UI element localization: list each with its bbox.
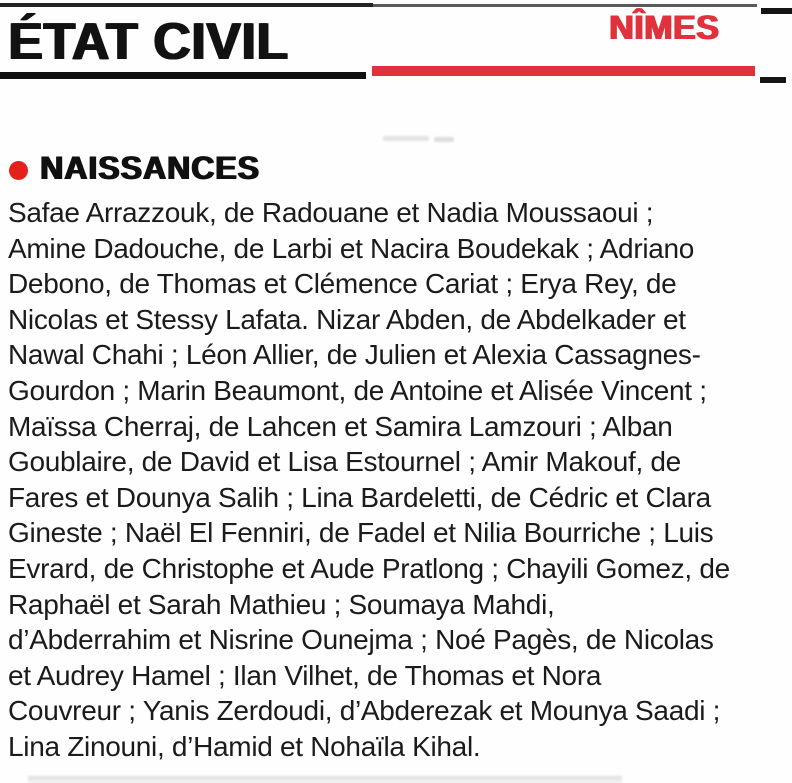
text-line: Amine Dadouche, de Larbi et Nacira Boudekak ; Adriano	[8, 232, 695, 264]
text-line: Raphaël et Sarah Mathieu ; Soumaya Mahdi,	[8, 588, 555, 620]
births-paragraph	[8, 195, 786, 765]
text-line: Fares et Dounya Salih ; Lina Bardeletti, de Cédric et Clara	[8, 481, 711, 513]
text-line: Gineste ; Naël El Fenniri, de Fadel et Nilia Bourriche ; Luis	[8, 517, 714, 549]
text-line: Gourdon ; Marin Beaumont, de Antoine et Alisée Vincent ;	[8, 374, 707, 406]
text-line: Evrard, de Christophe et Aude Pratlong ; Chayili Gomez, de	[8, 552, 730, 584]
top-rule-right	[373, 4, 757, 7]
city-label: NÎMES	[609, 9, 720, 47]
text-line: Debono, de Thomas et Clémence Cariat ; Erya Rey, de	[8, 268, 677, 300]
city-underline-red-bar	[372, 66, 755, 76]
text-line: et Audrey Hamel ; Ilan Vilhet, de Thomas et Nora	[8, 659, 602, 691]
page-title: ÉTAT CIVIL	[8, 13, 289, 71]
title-underline	[0, 72, 366, 79]
top-right-dash	[761, 8, 792, 14]
scan-smudge	[434, 137, 454, 142]
red-bullet-icon	[9, 161, 28, 180]
text-line: Lina Zinouni, d’Hamid et Nohaïla Kihal.	[8, 730, 481, 762]
text-line: Couvreur ; Yanis Zerdoudi, d’Abderezak et Mounya Saadi ;	[8, 695, 721, 727]
text-line: Nicolas et Stessy Lafata. Nizar Abden, de Abdelkader et	[8, 303, 686, 335]
cutoff-text-band	[28, 776, 622, 783]
top-rule-left	[0, 3, 373, 7]
text-line: Maïssa Cherraj, de Lahcen et Samira Lamzouri ; Alban	[8, 410, 673, 442]
text-line: Safae Arrazzouk, de Radouane et Nadia Moussaoui ;	[8, 197, 654, 228]
births-section-header	[9, 152, 260, 184]
births-section-title: NAISSANCES	[40, 150, 260, 186]
text-line: d’Abderrahim et Nisrine Ounejma ; Noé Pagès, de Nicolas	[8, 624, 714, 656]
text-line: Goublaire, de David et Lisa Estournel ; Amir Makouf, de	[8, 446, 681, 478]
scan-smudge	[383, 136, 429, 141]
header-right-dash	[760, 77, 786, 83]
text-line: Nawal Chahi ; Léon Allier, de Julien et Alexia Cassagnes-	[8, 339, 701, 371]
